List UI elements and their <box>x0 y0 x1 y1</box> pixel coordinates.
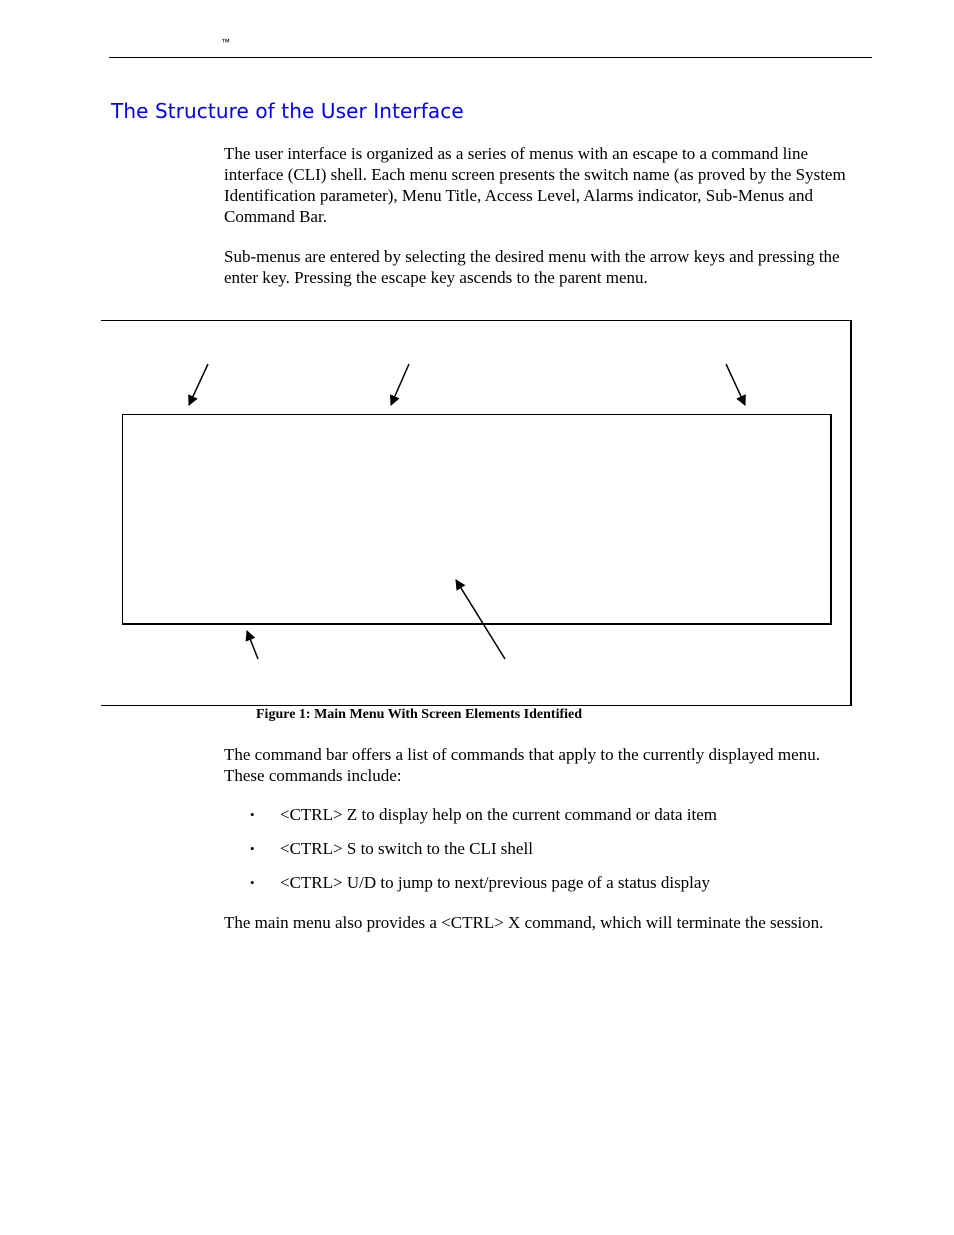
command-bar-paragraph: The command bar offers a list of commands that apply to the currently displayed menu. These commands include: <box>224 745 820 785</box>
bullet-icon: • <box>250 875 255 890</box>
command-text: <CTRL> U/D to jump to next/previous page of a status display <box>280 873 710 892</box>
trademark-symbol: ™ <box>221 37 230 47</box>
figure-caption: Figure 1: Main Menu With Screen Elements Identified <box>256 707 583 722</box>
command-text: <CTRL> Z to display help on the current command or data item <box>280 805 717 824</box>
header-rule <box>109 57 872 58</box>
list-item <box>250 838 717 872</box>
list-item <box>250 872 717 906</box>
command-list <box>250 804 717 906</box>
bullet-icon: • <box>250 807 255 822</box>
submenus-paragraph: Sub-menus are entered by selecting the desired menu with the arrow keys and pressing the enter key. Pressing the escape key ascends to the parent menu. <box>224 247 840 287</box>
section-title: The Structure of the User Interface <box>111 99 464 123</box>
menu-screen-box <box>122 414 832 625</box>
list-item <box>250 804 717 838</box>
command-text: <CTRL> S to switch to the CLI shell <box>280 839 533 858</box>
main-menu-paragraph: The main menu also provides a <CTRL> X command, which will terminate the session. <box>224 913 824 932</box>
intro-paragraph: The user interface is organized as a series of menus with an escape to a command line interface (CLI) shell. Each menu screen presents the switch name (as proved by the System Identification parameter), Menu Title, Access Level, Alarms indicator, Sub-Menus and Command Bar. <box>224 144 846 226</box>
bullet-icon: • <box>250 841 255 856</box>
